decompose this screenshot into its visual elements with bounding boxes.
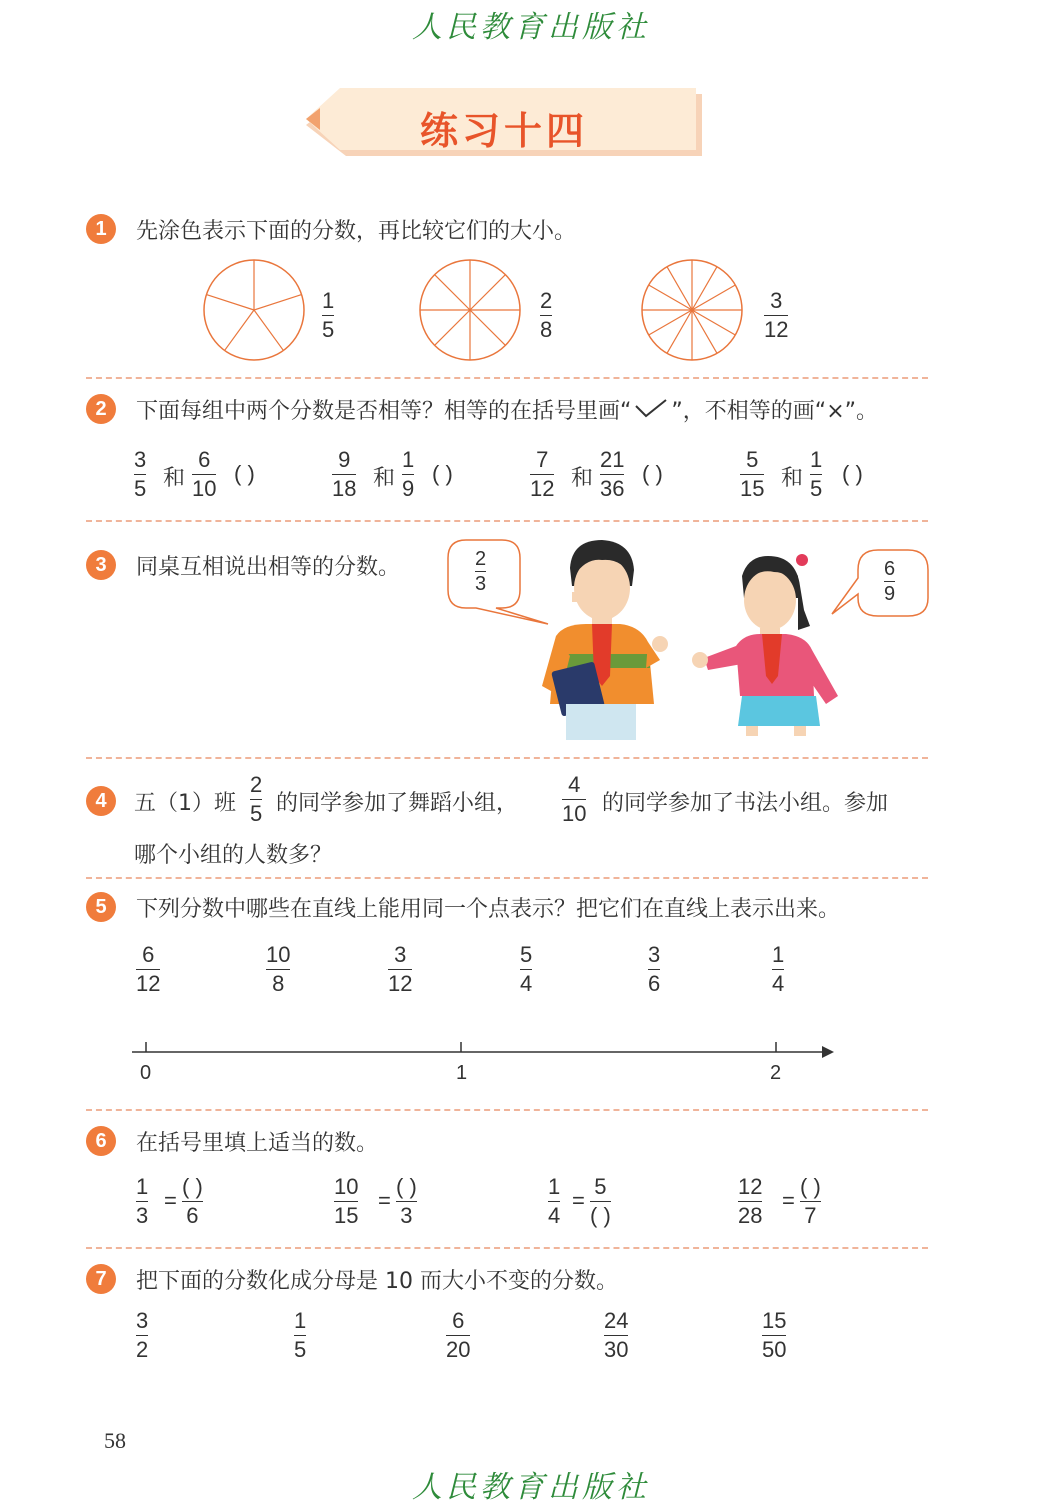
and-label: 和 bbox=[373, 466, 396, 491]
answer-parentheses[interactable]: ( ) bbox=[642, 461, 663, 486]
and-label: 和 bbox=[163, 466, 186, 491]
axis-label-1: 1 bbox=[456, 1062, 468, 1084]
question-6-prompt: 在括号里填上适当的数。 bbox=[136, 1131, 379, 1156]
fraction: 12 28 bbox=[738, 1174, 763, 1228]
page-number: 58 bbox=[104, 1428, 126, 1453]
boy-illustration bbox=[536, 536, 670, 740]
answer-parentheses[interactable]: ( ) bbox=[842, 461, 863, 486]
answer-fraction[interactable]: ( ) 3 bbox=[396, 1174, 417, 1228]
fraction-3-2: 3 2 bbox=[136, 1308, 149, 1362]
question-number-5: 5 bbox=[86, 892, 116, 922]
question-number-4: 4 bbox=[86, 786, 116, 816]
publisher-logo-top: 人民教育出版社 bbox=[412, 10, 650, 45]
fraction-10-8: 10 8 bbox=[266, 942, 291, 996]
circle-fifths[interactable] bbox=[200, 256, 310, 364]
fraction: 6 10 bbox=[192, 447, 217, 501]
fraction-1-4: 1 4 bbox=[772, 942, 785, 996]
fraction: 1 3 bbox=[136, 1174, 149, 1228]
question-3-prompt: 同桌互相说出相等的分数。 bbox=[136, 555, 401, 580]
axis-label-0: 0 bbox=[140, 1062, 152, 1084]
divider bbox=[86, 377, 928, 379]
fraction: 21 36 bbox=[600, 447, 625, 501]
girl-illustration bbox=[686, 546, 846, 736]
fraction-15-50: 15 50 bbox=[762, 1308, 787, 1362]
fraction-2-5: 2 5 bbox=[250, 772, 263, 826]
and-label: 和 bbox=[781, 466, 804, 491]
checkmark-icon bbox=[631, 398, 671, 424]
divider bbox=[86, 520, 928, 522]
q4-text-part3: 的同学参加了书法小组。参加 bbox=[602, 791, 889, 816]
fraction: 5 15 bbox=[740, 447, 765, 501]
bubble-fraction-2-3: 2 3 bbox=[475, 548, 487, 595]
and-label: 和 bbox=[571, 466, 594, 491]
equals-sign: = bbox=[572, 1188, 585, 1213]
answer-fraction[interactable]: ( ) 6 bbox=[182, 1174, 203, 1228]
divider bbox=[86, 1247, 928, 1249]
fraction-2-8: 2 8 bbox=[540, 288, 553, 342]
divider bbox=[86, 877, 928, 879]
fraction-6-20: 6 20 bbox=[446, 1308, 471, 1362]
fraction: 1 4 bbox=[548, 1174, 561, 1228]
fraction-24-30: 24 30 bbox=[604, 1308, 629, 1362]
question-number-3: 3 bbox=[86, 550, 116, 580]
question-number-6: 6 bbox=[86, 1126, 116, 1156]
fraction-3-6: 3 6 bbox=[648, 942, 661, 996]
divider bbox=[86, 1109, 928, 1111]
circle-eighths[interactable] bbox=[416, 256, 526, 364]
q4-text-part1: 五（1）班 bbox=[134, 791, 236, 816]
title-banner bbox=[306, 88, 702, 156]
equals-sign: = bbox=[782, 1188, 795, 1213]
answer-fraction[interactable]: ( ) 7 bbox=[800, 1174, 821, 1228]
circle-twelfths[interactable] bbox=[638, 256, 748, 364]
number-line[interactable] bbox=[130, 1040, 840, 1064]
question-5-prompt: 下列分数中哪些在直线上能用同一个点表示？把它们在直线上表示出来。 bbox=[136, 897, 841, 922]
equals-sign: = bbox=[164, 1188, 177, 1213]
answer-fraction[interactable]: 5 ( ) bbox=[590, 1174, 611, 1228]
answer-parentheses[interactable]: ( ) bbox=[234, 461, 255, 486]
divider bbox=[86, 757, 928, 759]
fraction-6-12: 6 12 bbox=[136, 942, 161, 996]
question-2-prompt: 下面每组中两个分数是否相等？相等的在括号里画“ ”，不相等的画“×”。 bbox=[136, 399, 879, 424]
question-number-1: 1 bbox=[86, 214, 116, 244]
fraction: 1 9 bbox=[402, 447, 415, 501]
fraction-4-10: 4 10 bbox=[562, 772, 587, 826]
fraction-1-5: 1 5 bbox=[294, 1308, 307, 1362]
equals-sign: = bbox=[378, 1188, 391, 1213]
answer-parentheses[interactable]: ( ) bbox=[432, 461, 453, 486]
question-number-7: 7 bbox=[86, 1264, 116, 1294]
fraction: 1 5 bbox=[810, 447, 823, 501]
question-1-prompt: 先涂色表示下面的分数，再比较它们的大小。 bbox=[136, 219, 577, 244]
page-title: 练习十四 bbox=[419, 108, 588, 153]
fraction: 9 18 bbox=[332, 447, 357, 501]
q4-text-part4: 哪个小组的人数多？ bbox=[134, 843, 333, 868]
question-7-prompt: 把下面的分数化成分母是 10 而大小不变的分数。 bbox=[136, 1269, 618, 1294]
publisher-logo-bottom: 人民教育出版社 bbox=[412, 1470, 650, 1505]
fraction: 3 5 bbox=[134, 447, 147, 501]
fraction-1-5: 1 5 bbox=[322, 288, 335, 342]
fraction: 7 12 bbox=[530, 447, 555, 501]
fraction-5-4: 5 4 bbox=[520, 942, 533, 996]
fraction: 10 15 bbox=[334, 1174, 359, 1228]
fraction-3-12: 3 12 bbox=[388, 942, 413, 996]
q4-text-part2: 的同学参加了舞蹈小组， bbox=[276, 791, 519, 816]
fraction-3-12: 3 12 bbox=[764, 288, 789, 342]
bubble-fraction-6-9: 6 9 bbox=[884, 558, 896, 605]
question-number-2: 2 bbox=[86, 394, 116, 424]
axis-label-2: 2 bbox=[770, 1062, 782, 1084]
